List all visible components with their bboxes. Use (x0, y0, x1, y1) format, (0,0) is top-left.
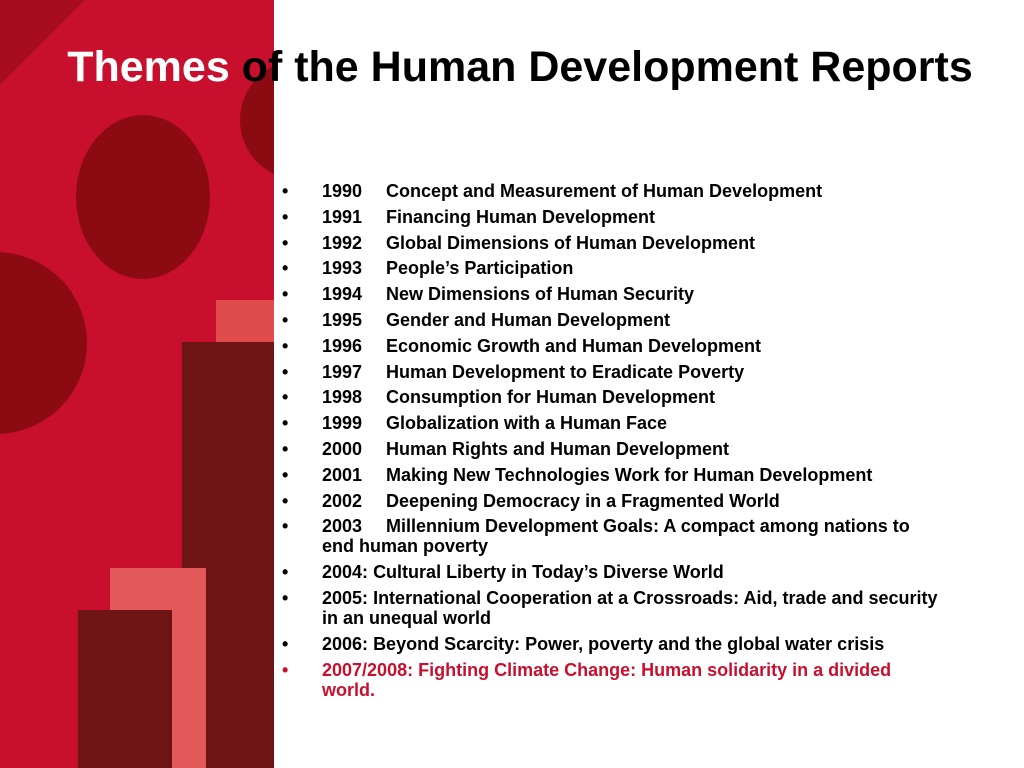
list-item (282, 362, 942, 382)
report-year: 2004: (322, 562, 369, 583)
list-item (282, 562, 942, 582)
report-year: 1991 (322, 206, 363, 227)
themes-list (282, 181, 942, 705)
report-theme: Gender and Human Development (386, 309, 671, 330)
list-item (282, 634, 942, 654)
report-year: 1993 (322, 258, 363, 279)
report-year: 2003 (322, 516, 363, 537)
report-theme: Deepening Democracy in a Fragmented World (386, 490, 780, 511)
report-year: 1995 (322, 309, 363, 330)
bullet-icon: • (282, 587, 289, 608)
report-year: 2000 (322, 438, 363, 459)
bullet-icon: • (282, 413, 289, 434)
decorative-circle (76, 115, 210, 279)
title-first-word: Themes (67, 43, 230, 91)
bullet-icon: • (282, 438, 289, 459)
report-theme: Globalization with a Human Face (386, 413, 668, 434)
report-theme: New Dimensions of Human Security (386, 284, 695, 305)
report-theme: Consumption for Human Development (386, 387, 716, 408)
bullet-icon: • (282, 335, 289, 356)
bullet-icon: • (282, 232, 289, 253)
report-year: 2001 (322, 464, 363, 485)
bullet-icon: • (282, 633, 289, 654)
list-item (282, 516, 942, 556)
list-item (282, 336, 942, 356)
list-item (282, 439, 942, 459)
list-item (282, 233, 942, 253)
bullet-icon: • (282, 464, 289, 485)
list-item (282, 310, 942, 330)
bullet-icon: • (282, 206, 289, 227)
report-year: 1999 (322, 413, 363, 434)
bullet-icon: • (282, 361, 289, 382)
report-theme: Human Development to Eradicate Poverty (386, 361, 745, 382)
report-year: 1996 (322, 335, 363, 356)
report-theme: Concept and Measurement of Human Development (386, 181, 823, 201)
report-theme: Making New Technologies Work for Human Development (386, 464, 873, 485)
bullet-icon: • (282, 490, 289, 511)
report-theme: Economic Growth and Human Development (386, 335, 762, 356)
report-theme: Global Dimensions of Human Development (386, 232, 756, 253)
report-theme: International Cooperation at a Crossroads: Aid, trade and security in an unequal world (322, 587, 938, 628)
decorative-circle (0, 252, 87, 434)
title-rest: of the Human Development Reports (229, 43, 973, 91)
report-theme: Beyond Scarcity: Power, poverty and the global water crisis (373, 633, 885, 654)
bullet-icon: • (282, 309, 289, 330)
report-year: 2002 (322, 490, 363, 511)
bullet-icon: • (282, 659, 289, 680)
report-year: 1990 (322, 181, 363, 201)
bullet-icon: • (282, 387, 289, 408)
report-theme: People’s Participation (386, 258, 574, 279)
list-item (282, 181, 942, 201)
bullet-icon: • (282, 284, 289, 305)
report-year: 1997 (322, 361, 363, 382)
list-item (282, 491, 942, 511)
list-item (282, 387, 942, 407)
bullet-icon: • (282, 181, 289, 201)
bullet-icon: • (282, 258, 289, 279)
decorative-bar (78, 610, 172, 768)
report-theme: Cultural Liberty in Today’s Diverse World (373, 562, 724, 583)
report-year: 2005: (322, 587, 369, 608)
report-year: 2006: (322, 633, 369, 654)
list-item (282, 465, 942, 485)
report-theme: Millennium Development Goals: A compact among nations to end human poverty (322, 516, 910, 557)
list-item (282, 258, 942, 278)
list-item (282, 413, 942, 433)
report-theme: Human Rights and Human Development (386, 438, 730, 459)
report-year: 1992 (322, 232, 363, 253)
bullet-icon: • (282, 562, 289, 583)
slide-title (60, 40, 980, 94)
report-year: 2007/2008: (322, 659, 414, 680)
list-item (282, 588, 942, 628)
list-item (282, 207, 942, 227)
decorative-side-panel (0, 0, 274, 768)
report-year: 1998 (322, 387, 363, 408)
list-item (282, 284, 942, 304)
bullet-icon: • (282, 516, 289, 537)
list-item (282, 660, 942, 700)
report-theme: Financing Human Development (386, 206, 656, 227)
report-theme: Fighting Climate Change: Human solidarity in a divided world. (322, 659, 892, 700)
report-year: 1994 (322, 284, 363, 305)
